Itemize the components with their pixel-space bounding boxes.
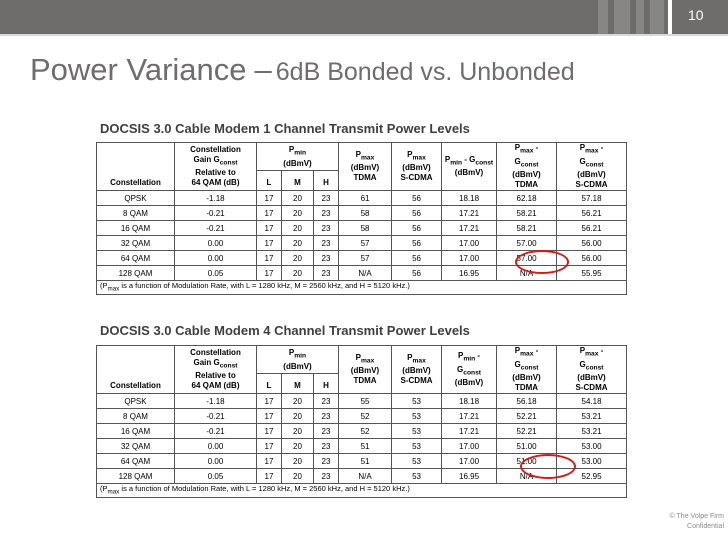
table-cell: 23: [314, 439, 339, 454]
header-h: H: [314, 374, 339, 394]
table-row: [97, 409, 627, 424]
table-cell: 20: [282, 251, 314, 266]
table-cell: 52.21: [497, 409, 557, 424]
table-cell: 58: [339, 206, 392, 221]
header-l: L: [257, 374, 282, 394]
table-cell: 23: [314, 206, 339, 221]
table-cell: -0.21: [175, 424, 257, 439]
table-cell: 56: [392, 236, 442, 251]
table-cell: 0.00: [175, 439, 257, 454]
table-cell: 17: [257, 251, 282, 266]
table-cell: N/A: [497, 469, 557, 484]
table-cell: 17: [257, 454, 282, 469]
table-cell: 0.00: [175, 251, 257, 266]
header-pmax-gconst-scdma: $P_{max}$ - $G_{const}$ (dBmV) S-CDMA: [557, 143, 627, 191]
table-cell: 57.00: [497, 251, 557, 266]
table-cell: 20: [282, 394, 314, 409]
table-cell: 54.18: [557, 394, 627, 409]
table-cell: 20: [282, 191, 314, 206]
top-banner: [0, 0, 728, 36]
table-cell: 53: [392, 439, 442, 454]
table-cell: 32 QAM: [97, 236, 175, 251]
table-cell: 23: [314, 394, 339, 409]
table-cell: 17.21: [442, 221, 497, 236]
title-main: Power Variance: [30, 52, 247, 87]
table-cell: 17: [257, 221, 282, 236]
table-row: [97, 191, 627, 206]
table-cell: 20: [282, 439, 314, 454]
table-cell: 53: [392, 469, 442, 484]
table-cell: 61: [339, 191, 392, 206]
table-header-row: [97, 143, 627, 171]
table-cell: 55.95: [557, 266, 627, 281]
table-row: [97, 394, 627, 409]
header-constellation: Constellation: [97, 346, 175, 394]
header-pmax-gconst-tdma: $P_{max}$ - $G_{const}$ (dBmV) TDMA: [497, 143, 557, 191]
table-cell: 58.21: [497, 206, 557, 221]
table-cell: 53: [392, 409, 442, 424]
table-cell: 64 QAM: [97, 251, 175, 266]
table-cell: QPSK: [97, 394, 175, 409]
table-cell: 23: [314, 469, 339, 484]
page-number-box: [670, 0, 728, 34]
page-number: 10: [688, 7, 704, 23]
banner-underline: [0, 34, 728, 36]
table-cell: 56: [392, 221, 442, 236]
table-cell: 52.21: [497, 424, 557, 439]
table-cell: N/A: [497, 266, 557, 281]
table-cell: 58.21: [497, 221, 557, 236]
highlight-circle: [520, 454, 576, 479]
table-header-row: [97, 346, 627, 374]
table-cell: 52.95: [557, 469, 627, 484]
table-cell: 52: [339, 409, 392, 424]
table-note-row: [97, 281, 627, 295]
table1-heading: DOCSIS 3.0 Cable Modem 1 Channel Transmit Power Levels: [100, 121, 470, 136]
header-h: H: [314, 171, 339, 191]
title-dash: –: [254, 52, 272, 87]
table-cell: 17.00: [442, 439, 497, 454]
table-cell: 128 QAM: [97, 266, 175, 281]
table-cell: 0.00: [175, 454, 257, 469]
table-cell: 18.18: [442, 191, 497, 206]
table-cell: 20: [282, 469, 314, 484]
table-cell: 20: [282, 221, 314, 236]
table-cell: 20: [282, 424, 314, 439]
table-cell: 51: [339, 439, 392, 454]
footer-confidential: Confidential: [687, 523, 724, 530]
table-cell: 57.18: [557, 191, 627, 206]
table-cell: 17: [257, 469, 282, 484]
table-cell: 56.00: [557, 236, 627, 251]
table-cell: 32 QAM: [97, 439, 175, 454]
table-cell: -0.21: [175, 221, 257, 236]
table-cell: 52: [339, 424, 392, 439]
table-cell: 17.00: [442, 251, 497, 266]
table-cell: -1.18: [175, 191, 257, 206]
table-cell: 53: [392, 424, 442, 439]
table-cell: 17: [257, 266, 282, 281]
table-cell: 20: [282, 236, 314, 251]
table-note: ($P_{max}$ is a function of Modulation Rate, with L = 1280 kHz, M = 2560 kHz, and H = 5120 kHz.): [97, 281, 627, 295]
table-cell: -0.21: [175, 409, 257, 424]
header-gain: Constellation Gain $G_{const}$ Relative to 64 QAM (dB): [175, 143, 257, 191]
table-cell: 17.00: [442, 236, 497, 251]
table-cell: 17.21: [442, 206, 497, 221]
table-note: ($P_{max}$ is a function of Modulation Rate, with L = 1280 kHz, M = 2560 kHz, and H = 5120 kHz.): [97, 484, 627, 498]
header-pmax-tdma: $P_{max}$ (dBmV) TDMA: [339, 346, 392, 394]
table-cell: 58: [339, 221, 392, 236]
table-cell: 23: [314, 454, 339, 469]
table-cell: 56.21: [557, 221, 627, 236]
table-cell: 16 QAM: [97, 424, 175, 439]
footer-copyright: © The Volpe Firm: [669, 513, 724, 520]
table-cell: 17.21: [442, 409, 497, 424]
table-cell: 16.95: [442, 469, 497, 484]
table-cell: 23: [314, 266, 339, 281]
table-cell: 17: [257, 206, 282, 221]
table-cell: 16 QAM: [97, 221, 175, 236]
header-m: M: [282, 171, 314, 191]
header-pmax-gconst-scdma: $P_{max}$ - $G_{const}$ (dBmV) S-CDMA: [557, 346, 627, 394]
footer: [660, 512, 724, 532]
table-cell: QPSK: [97, 191, 175, 206]
table-cell: 17.00: [442, 454, 497, 469]
table-cell: 17: [257, 409, 282, 424]
table-cell: 20: [282, 206, 314, 221]
highlight-circle: [515, 250, 569, 274]
table-cell: 53: [392, 394, 442, 409]
slide-title: [30, 52, 575, 88]
header-l: L: [257, 171, 282, 191]
table-cell: 56.21: [557, 206, 627, 221]
table-cell: 16.95: [442, 266, 497, 281]
table-cell: 53.21: [557, 409, 627, 424]
table-cell: 51.00: [497, 439, 557, 454]
title-subtitle: 6dB Bonded vs. Unbonded: [275, 58, 575, 86]
header-pmax-tdma: $P_{max}$ (dBmV) TDMA: [339, 143, 392, 191]
table-cell: 57: [339, 251, 392, 266]
banner-bar: [0, 0, 668, 34]
table-note-row: [97, 484, 627, 498]
table-cell: 56: [392, 206, 442, 221]
table-cell: 23: [314, 236, 339, 251]
table-cell: 23: [314, 221, 339, 236]
table-cell: 23: [314, 409, 339, 424]
table-row: [97, 206, 627, 221]
table-cell: 18.18: [442, 394, 497, 409]
table-row: [97, 221, 627, 236]
header-pmin-gconst: $P_{min} - G_{const}$ (dBmV): [442, 143, 497, 191]
table-cell: 57: [339, 236, 392, 251]
table-cell: -0.21: [175, 206, 257, 221]
header-pmin: $P_{min}$ (dBmV): [257, 143, 339, 171]
table-cell: 17.21: [442, 424, 497, 439]
table-cell: 17: [257, 236, 282, 251]
table-row: [97, 424, 627, 439]
table-cell: 51: [339, 454, 392, 469]
table-cell: 64 QAM: [97, 454, 175, 469]
table-cell: 56: [392, 191, 442, 206]
table-cell: 23: [314, 424, 339, 439]
table-row: [97, 439, 627, 454]
table-cell: 20: [282, 266, 314, 281]
table-cell: 8 QAM: [97, 409, 175, 424]
table-cell: 56.18: [497, 394, 557, 409]
table-cell: 0.00: [175, 236, 257, 251]
table-cell: 23: [314, 251, 339, 266]
header-pmin: $P_{min}$ (dBmV): [257, 346, 339, 374]
table-cell: N/A: [339, 266, 392, 281]
table-cell: 17: [257, 439, 282, 454]
table-cell: 55: [339, 394, 392, 409]
table-cell: 20: [282, 409, 314, 424]
table-cell: 17: [257, 191, 282, 206]
table-cell: 56: [392, 266, 442, 281]
header-pmax-gconst-tdma: $P_{max}$ - $G_{const}$ (dBmV) TDMA: [497, 346, 557, 394]
table-cell: 57.00: [497, 236, 557, 251]
header-pmax-scdma: $P_{max}$ (dBmV) S-CDMA: [392, 143, 442, 191]
table-cell: 53.00: [557, 439, 627, 454]
table-cell: 0.05: [175, 469, 257, 484]
table-cell: 20: [282, 454, 314, 469]
table-cell: 53.00: [557, 454, 627, 469]
table-cell: 51.00: [497, 454, 557, 469]
header-constellation: Constellation: [97, 143, 175, 191]
table-cell: N/A: [339, 469, 392, 484]
header-gain: Constellation Gain $G_{const}$ Relative to 64 QAM (dB): [175, 346, 257, 394]
table2-heading: DOCSIS 3.0 Cable Modem 4 Channel Transmit Power Levels: [100, 323, 470, 338]
table-cell: 53: [392, 454, 442, 469]
table-cell: 23: [314, 191, 339, 206]
table-cell: -1.18: [175, 394, 257, 409]
banner-decoration: [596, 0, 668, 34]
table-cell: 17: [257, 394, 282, 409]
table-cell: 17: [257, 424, 282, 439]
header-m: M: [282, 374, 314, 394]
table-cell: 0.05: [175, 266, 257, 281]
table-cell: 56: [392, 251, 442, 266]
table-cell: 53.21: [557, 424, 627, 439]
table-cell: 128 QAM: [97, 469, 175, 484]
table-row: [97, 236, 627, 251]
header-pmin-gconst: $P_{min}$ - $G_{const}$ (dBmV): [442, 346, 497, 394]
table-cell: 56.00: [557, 251, 627, 266]
table-cell: 8 QAM: [97, 206, 175, 221]
header-pmax-scdma: $P_{max}$ (dBmV) S-CDMA: [392, 346, 442, 394]
table-cell: 62.18: [497, 191, 557, 206]
